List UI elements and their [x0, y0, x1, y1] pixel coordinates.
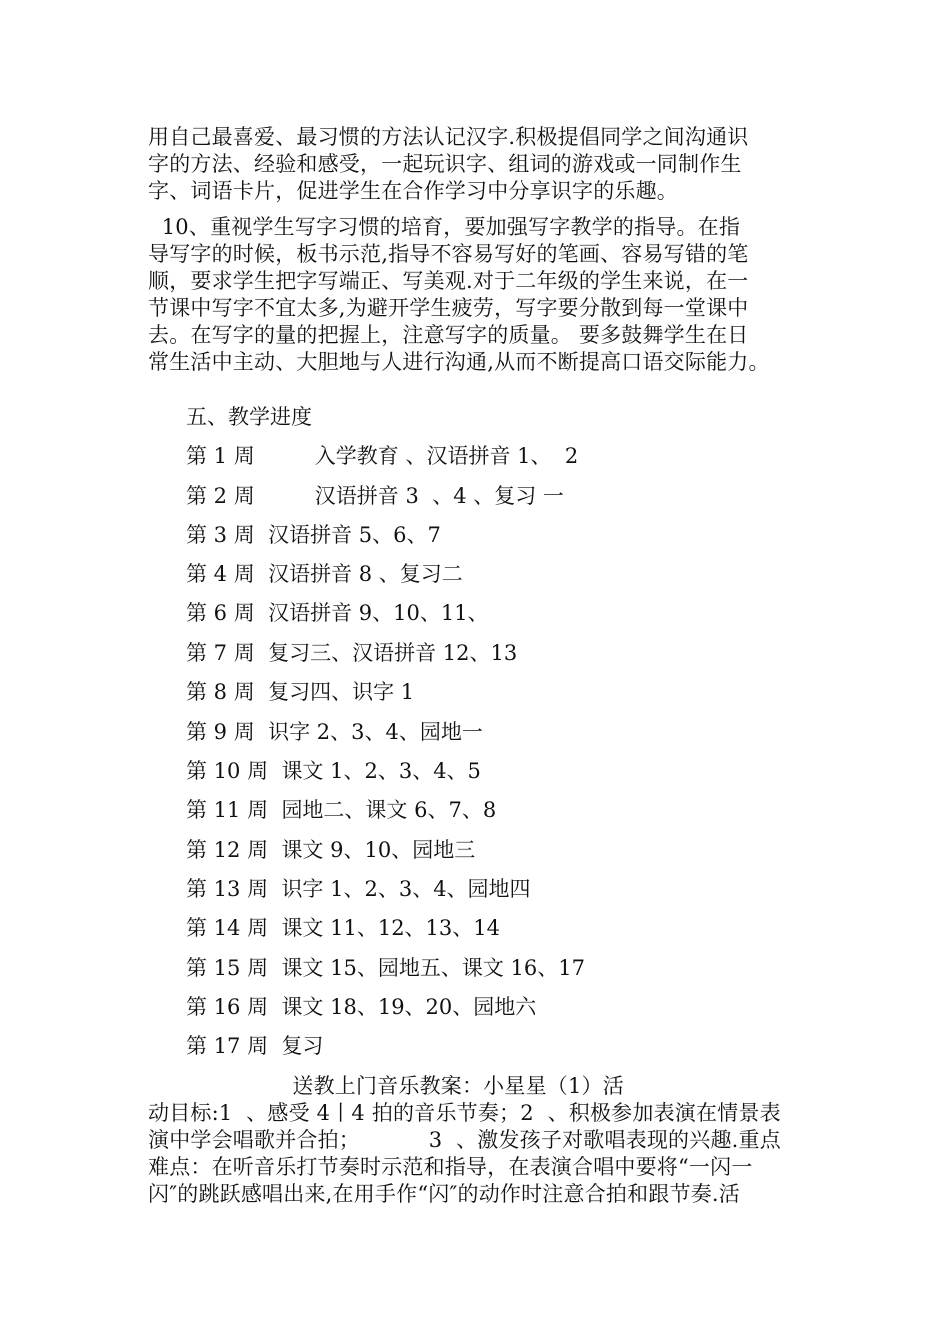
week-label: 第 7 周	[186, 641, 255, 665]
week-label: 第 13 周	[186, 877, 269, 901]
week-content: 汉语拼音 8 、复习二	[268, 562, 463, 586]
section-title: 五、教学进度	[186, 405, 312, 429]
week-content: 识字 1、2、3、4、园地四	[281, 877, 531, 901]
schedule-row	[186, 876, 531, 902]
text-line: 去。在写字的量的把握上，注意写字的质量。 要多鼓舞学生在日	[148, 323, 749, 347]
schedule-row	[186, 640, 517, 666]
text-line: 常生活中主动、大胆地与人进行沟通,从而不断提高口语交际能力。	[148, 350, 770, 374]
text-line: 演中学会唱歌并合拍； 3 、激发孩子对歌唱表现的兴趣.重点	[148, 1128, 781, 1152]
week-content: 课文 18、19、20、园地六	[281, 995, 537, 1019]
week-content: 复习四、识字 1	[268, 680, 415, 704]
schedule-row	[186, 758, 481, 784]
schedule-row	[186, 797, 496, 823]
schedule-row	[186, 1033, 323, 1059]
schedule-row	[186, 994, 536, 1020]
week-content: 汉语拼音 3 、4 、复习 一	[268, 484, 564, 508]
schedule-row	[186, 955, 585, 981]
week-label: 第 10 周	[186, 759, 269, 783]
schedule-row	[186, 483, 564, 509]
week-content: 复习三、汉语拼音 12、13	[268, 641, 518, 665]
week-content: 园地二、课文 6、7、8	[281, 798, 497, 822]
schedule-row	[186, 719, 483, 745]
text-line: 用自己最喜爱、最习惯的方法认记汉字.积极提倡同学之间沟通识	[148, 125, 749, 149]
text-line: 字、词语卡片，促进学生在合作学习中分享识字的乐趣。	[148, 179, 678, 203]
week-label: 第 9 周	[186, 720, 255, 744]
schedule-row	[186, 522, 441, 548]
text-line: 动目标:1 、感受 4丨4 拍的音乐节奏；2 、积极参加表演在情景表	[148, 1101, 781, 1125]
week-label: 第 15 周	[186, 956, 269, 980]
text-line: 难点：在听音乐打节奏时示范和指导，在表演合唱中要将“一闪一	[148, 1155, 753, 1179]
week-label: 第 12 周	[186, 838, 269, 862]
text-line: 顺，要求学生把字写端正、写美观.对于二年级的学生来说，在一	[148, 269, 749, 293]
week-label: 第 6 周	[186, 601, 255, 625]
week-label: 第 3 周	[186, 523, 255, 547]
week-content: 课文 1、2、3、4、5	[281, 759, 481, 783]
text-line: 送教上门音乐教案：小星星（1）活	[148, 1074, 624, 1098]
week-label: 第 1 周	[186, 444, 255, 468]
text-line: 10、重视学生写字习惯的培育，要加强写字教学的指导。在指	[148, 215, 741, 239]
schedule-row	[186, 561, 463, 587]
week-label: 第 14 周	[186, 916, 269, 940]
schedule-row	[186, 915, 500, 941]
schedule-row	[186, 837, 475, 863]
week-content: 课文 11、12、13、14	[281, 916, 500, 940]
schedule-row	[186, 679, 414, 705]
week-label: 第 17 周	[186, 1034, 269, 1058]
week-content: 课文 15、园地五、课文 16、17	[281, 956, 585, 980]
schedule-row	[186, 600, 489, 626]
week-content: 复习	[281, 1034, 324, 1058]
week-label: 第 11 周	[186, 798, 269, 822]
text-line: 字的方法、经验和感受，一起玩识字、组词的游戏或一同制作生	[148, 152, 742, 176]
week-label: 第 16 周	[186, 995, 269, 1019]
schedule-row	[186, 443, 578, 469]
text-line: 节课中写字不宜太多,为避开学生疲劳，写字要分散到每一堂课中	[148, 296, 749, 320]
week-label: 第 8 周	[186, 680, 255, 704]
text-line: 导写字的时候，板书示范,指导不容易写好的笔画、容易写错的笔	[148, 242, 749, 266]
week-label: 第 4 周	[186, 562, 255, 586]
week-label: 第 2 周	[186, 484, 255, 508]
week-content: 入学教育 、汉语拼音 1、 2	[268, 444, 579, 468]
text-line: 闪″的跳跃感唱出来,在用手作“闪″的动作时注意合拍和跟节奏.活	[148, 1182, 740, 1206]
week-content: 识字 2、3、4、园地一	[268, 720, 483, 744]
week-content: 汉语拼音 9、10、11、	[268, 601, 489, 625]
week-content: 汉语拼音 5、6、7	[268, 523, 441, 547]
week-content: 课文 9、10、园地三	[281, 838, 476, 862]
